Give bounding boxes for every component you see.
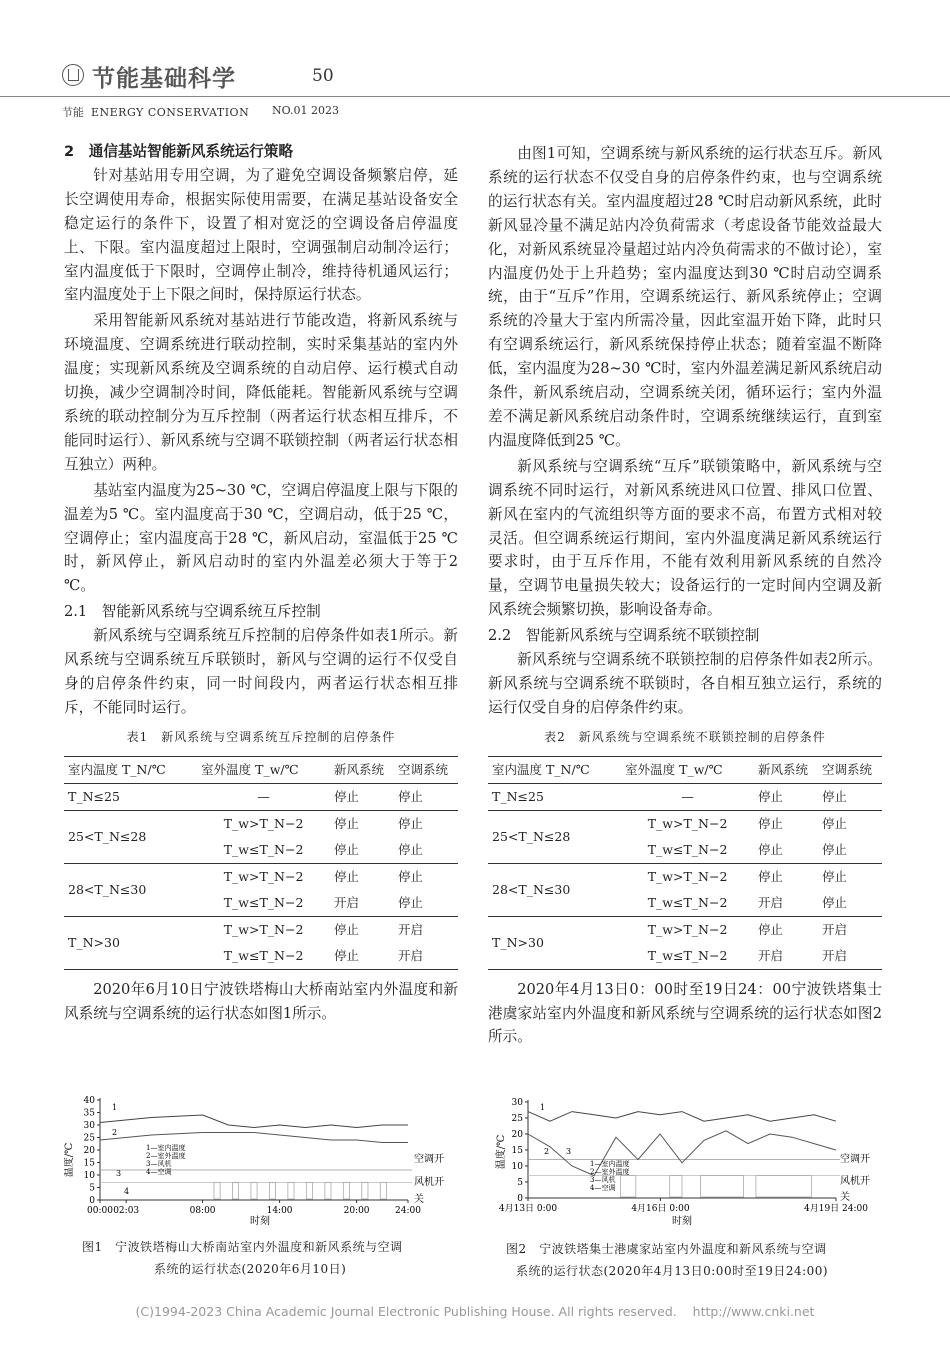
y-tick-label: 25 <box>83 1133 95 1144</box>
table-cell: 25<T_N≤28 <box>68 828 147 844</box>
paragraph: 新风系统与空调系统不联锁控制的启停条件如表2所示。新风系统与空调系统不联锁时，各自相互独立运行，系统的运行仅受自身的启停条件约束。 <box>488 651 882 716</box>
table-cell: T_w>T_N−2 <box>647 815 728 831</box>
y-axis-label: 温度/℃ <box>496 1134 507 1170</box>
table-cell: 停止 <box>334 841 360 857</box>
table-caption: 表2 新风系统与空调系统不联锁控制的启停条件 <box>544 729 826 744</box>
subsection-title: 2.1 智能新风系统与空调系统互斥控制 <box>64 603 321 621</box>
table-row <box>488 783 882 810</box>
fan-pulse <box>251 1183 257 1200</box>
paragraph: 针对基站用专用空调，为了避免空调设备频繁启停，延长空调使用寿命，根据实际使用需要，在满足基站设备安全稳定运行的条件下，设置了相对宽泛的空调设备启停温度上、下限。室内温度超过上限时，空调强制启动制冷运行；室内温度低于下限时，空调停止制冷，维持待机通风运行；室内温度处于上下限之间时，保持原运行状态。 <box>64 166 458 304</box>
table-row <box>488 916 882 943</box>
journal-logo-icon <box>62 64 84 86</box>
table-row <box>64 863 458 890</box>
series-indoor-temp <box>100 1115 408 1128</box>
curve-label: 2 <box>544 1147 550 1156</box>
x-tick-label: 4月19日 24:00 <box>804 1204 868 1214</box>
table-cell: 停止 <box>334 921 360 937</box>
label-fan-on: 风机开 <box>414 1177 444 1188</box>
y-tick-label: 15 <box>511 1146 523 1156</box>
series-outdoor-temp <box>528 1131 836 1176</box>
y-tick-label: 5 <box>89 1183 95 1194</box>
series-outdoor-temp <box>100 1133 408 1143</box>
y-tick-label: 35 <box>83 1108 95 1119</box>
table-cell: 停止 <box>398 868 424 884</box>
table-cell: 停止 <box>334 947 360 963</box>
table-cell: T_w>T_N−2 <box>223 815 304 831</box>
curve-label: 3 <box>566 1147 572 1156</box>
x-tick-label: 02:03 <box>113 1206 140 1216</box>
legend-entry: 4—空调 <box>146 1168 172 1176</box>
table-cell: 25<T_N≤28 <box>492 828 571 844</box>
y-tick-label: 0 <box>89 1196 95 1206</box>
table-cell: — <box>681 788 694 804</box>
figure-1-chart <box>64 1090 454 1230</box>
figure-1 <box>64 1090 454 1230</box>
table-cell: 停止 <box>398 815 424 831</box>
y-tick-label: 10 <box>83 1171 95 1181</box>
legend-entry: 3—风机 <box>146 1160 172 1168</box>
issue-number: NO.01 2023 <box>272 104 339 117</box>
table-cell: 停止 <box>822 788 848 804</box>
legend-entry: 1—室内温度 <box>146 1144 186 1152</box>
copyright-footer: (C)1994-2023 China Academic Journal Electronic Publishing House. All rights reserved. http://www.cnki.net <box>135 1304 815 1319</box>
y-tick-label: 20 <box>511 1130 523 1140</box>
x-tick-label: 00:00 <box>87 1206 113 1216</box>
journal-name: 节能 ENERGY CONSERVATION <box>62 106 250 119</box>
legend-entry: 3—风机 <box>590 1176 616 1184</box>
table-row <box>64 810 458 837</box>
fan-pulse <box>380 1183 386 1200</box>
table-cell: 停止 <box>822 841 848 857</box>
y-tick-label: 5 <box>517 1178 523 1188</box>
table-cell: 停止 <box>822 894 848 910</box>
y-tick-label: 15 <box>83 1158 95 1169</box>
fan-pulse <box>232 1183 238 1200</box>
label-fan-on: 风机开 <box>840 1176 870 1187</box>
table-cell: 停止 <box>822 815 848 831</box>
label-off: 关 <box>840 1192 850 1203</box>
table-cell: 28<T_N≤30 <box>68 881 147 897</box>
paragraph: 新风系统与空调系统“互斥”联锁策略中，新风系统与空调系统不同时运行，对新风系统进风口位置、排风口位置、新风在室内的气流组织等方面的要求不高，布置方式相对较灵活。但空调系统运行期间，室内外温度满足新风系统运行要求时，由于互斥作用，不能有效利用新风系统的自然冷量，空调节电量损失较大；设备运行的一定时间内空调及新风系统会频繁切换，影响设备寿命。 <box>488 457 882 619</box>
fan-pulse <box>306 1183 312 1200</box>
curve-label: 3 <box>116 1169 122 1178</box>
x-tick-label: 4月16日 0:00 <box>631 1204 690 1214</box>
table-cell: 停止 <box>398 788 424 804</box>
x-tick-label: 24:00 <box>395 1206 421 1216</box>
paragraph: 2020年4月13日0：00时至19日24：00宁波铁塔集士港虞家站室内外温度和新风系统与空调系统的运行状态如图2所示。 <box>488 980 882 1046</box>
table-row <box>488 810 882 837</box>
table-cell: 开启 <box>398 947 424 963</box>
table-header: 新风系统 <box>758 761 809 777</box>
table-cell: T_w>T_N−2 <box>223 868 304 884</box>
x-axis-label: 时刻 <box>672 1216 692 1227</box>
table-cell: 停止 <box>398 894 424 910</box>
table-cell: 停止 <box>758 868 784 884</box>
table-cell: — <box>257 788 270 804</box>
table-cell: 28<T_N≤30 <box>492 881 571 897</box>
table-cell: 停止 <box>334 815 360 831</box>
fan-pulse <box>214 1183 220 1200</box>
fan-pulse <box>288 1183 294 1200</box>
table-header: 空调系统 <box>398 761 449 777</box>
x-tick-label: 20:00 <box>343 1206 370 1216</box>
table-cell: 开启 <box>758 894 784 910</box>
section-title: 2 通信基站智能新风系统运行策略 <box>64 143 294 160</box>
fan-pulse <box>670 1176 682 1197</box>
series-indoor-temp <box>528 1112 836 1122</box>
y-tick-label: 25 <box>511 1114 523 1124</box>
curve-label: 1 <box>112 1103 118 1112</box>
table-row <box>64 916 458 943</box>
table-cell: T_w≤T_N−2 <box>223 841 304 857</box>
table-cell: T_w≤T_N−2 <box>647 894 728 910</box>
table-header: 室外温度 T_w/℃ <box>201 761 299 777</box>
left-column <box>64 140 458 1027</box>
subsection-title: 2.2 智能新风系统与空调系统不联锁控制 <box>488 627 760 645</box>
y-tick-label: 40 <box>83 1096 95 1106</box>
curve-label: 2 <box>112 1128 118 1137</box>
table-1 <box>64 756 458 970</box>
right-column <box>488 142 882 1051</box>
table-header: 室内温度 T_N/℃ <box>492 761 590 777</box>
table-cell: T_w>T_N−2 <box>647 921 728 937</box>
y-tick-label: 0 <box>517 1194 523 1204</box>
table-cell: 开启 <box>758 947 784 963</box>
table-header: 室内温度 T_N/℃ <box>68 761 166 777</box>
figure-2-caption: 图2 宁波铁塔集士港虞家站室内外温度和新风系统与空调 系统的运行状态(2020年4月13日0:00时至19日24:00) <box>506 1242 829 1278</box>
curve-label: 4 <box>124 1187 130 1196</box>
fan-pulse <box>325 1183 331 1200</box>
table-cell: 停止 <box>758 815 784 831</box>
fan-pulse <box>756 1176 811 1197</box>
header-divider <box>0 96 950 97</box>
y-tick-label: 30 <box>511 1098 523 1108</box>
fan-pulse <box>343 1183 349 1200</box>
y-tick-label: 30 <box>83 1121 95 1131</box>
figure-2-chart <box>492 1092 882 1232</box>
table-2 <box>488 756 882 970</box>
table-cell: T_w≤T_N−2 <box>223 947 304 963</box>
table-cell: 开启 <box>822 921 848 937</box>
table-cell: T_w>T_N−2 <box>223 921 304 937</box>
y-tick-label: 20 <box>83 1146 95 1156</box>
table-cell: T_w>T_N−2 <box>647 868 728 884</box>
legend-entry: 4—空调 <box>590 1184 616 1192</box>
journal-section-title: 节能基础科学 <box>92 66 236 92</box>
table-cell: T_N>30 <box>68 934 120 950</box>
legend-entry: 2—室外温度 <box>146 1152 186 1160</box>
x-tick-label: 4月13日 0:00 <box>498 1204 558 1214</box>
page-number: 50 <box>312 66 334 86</box>
paragraph: 由图1可知，空调系统与新风系统的运行状态互斥。新风系统的运行状态不仅受自身的启停条件约束，也与空调系统的运行状态有关。室内温度超过28 ℃时启动新风系统，此时新风显冷量不满足站内冷负荷需求（考虑设备节能效益最大化，对新风系统显冷量超过站内冷负荷需求的不做讨论），室内温度仍处于上升趋势；室内温度达到30 ℃时启动空调系统，由于“互斥”作用，空调系统运行、新风系统停止；空调系统的冷量大于室内所需冷量，因此室温开始下降，此时只有空调系统运行，新风系统保持停止状态；随着室温不断降低，室内温度为28~30 ℃时，室内外温差满足新风系统启动条件，新风系统启动，空调系统关闭，循环运行；室内外温差不满足新风系统启动条件时，空调系统继续运行，直到室内温度降低到25 ℃。 <box>488 145 882 449</box>
table-cell: 停止 <box>334 788 360 804</box>
figure-1-caption: 图1 宁波铁塔梅山大桥南站室内外温度和新风系统与空调 系统的运行状态(2020年6月10日) <box>82 1240 403 1276</box>
table-cell: 开启 <box>334 894 360 910</box>
fan-pulse <box>620 1176 635 1197</box>
table-row <box>64 783 458 810</box>
table-cell: 停止 <box>758 921 784 937</box>
legend-entry: 1—室内温度 <box>590 1160 630 1168</box>
paragraph: 采用智能新风系统对基站进行节能改造，将新风系统与环境温度、空调系统进行联动控制，实时采集基站的室内外温度；实现新风系统及空调系统的自动启停、运行模式自动切换，减少空调制冷时间，降低能耗。智能新风系统与空调系统的联动控制分为互斥控制（两者运行状态相互排斥，不能同时运行）、新风系统与空调不联锁控制（两者运行状态相互独立）两种。 <box>64 312 458 473</box>
curve-label: 1 <box>540 1103 546 1112</box>
table-cell: T_w≤T_N−2 <box>647 841 728 857</box>
table-header: 空调系统 <box>822 761 873 777</box>
x-axis-label: 时刻 <box>250 1216 270 1227</box>
label-ac-on: 空调开 <box>414 1154 444 1165</box>
fan-pulse <box>269 1183 275 1200</box>
x-tick-label: 08:00 <box>189 1206 216 1216</box>
table-cell: T_N≤25 <box>68 788 120 804</box>
paragraph: 基站室内温度为25~30 ℃，空调启停温度上限与下限的温差为5 ℃。室内温度高于30 ℃，空调启动，低于25 ℃，空调停止；室内温度高于28 ℃，新风启动，室温低于25 ℃时，新风停止，新风启动时的室内外温差必须大于等于2 ℃。 <box>64 481 458 595</box>
legend-entry: 2—室外温度 <box>590 1168 630 1176</box>
table-cell: 停止 <box>398 841 424 857</box>
label-ac-on: 空调开 <box>840 1154 870 1165</box>
table-cell: T_w≤T_N−2 <box>647 947 728 963</box>
fan-pulse <box>700 1176 743 1197</box>
table-header: 室外温度 T_w/℃ <box>625 761 723 777</box>
table-cell: T_N≤25 <box>492 788 544 804</box>
table-cell: 开启 <box>398 921 424 937</box>
figure-2 <box>492 1092 882 1232</box>
table-cell: 停止 <box>822 868 848 884</box>
x-tick-label: 14:00 <box>266 1206 293 1216</box>
table-cell: 停止 <box>334 868 360 884</box>
table-cell: 开启 <box>822 947 848 963</box>
table-row <box>488 863 882 890</box>
table-header: 新风系统 <box>334 761 385 777</box>
y-tick-label: 10 <box>511 1162 523 1172</box>
fan-pulse <box>362 1183 368 1200</box>
table-cell: 停止 <box>758 841 784 857</box>
table-cell: T_N>30 <box>492 934 544 950</box>
y-axis-label: 温度/℃ <box>64 1142 75 1178</box>
table-cell: T_w≤T_N−2 <box>223 894 304 910</box>
table-caption: 表1 新风系统与空调系统互斥控制的启停条件 <box>126 729 396 744</box>
paragraph: 新风系统与空调系统互斥控制的启停条件如表1所示。新风系统与空调系统互斥联锁时，新风与空调的运行不仅受自身的启停条件约束，同一时间段内，两者运行状态相互排斥，不能同时运行。 <box>64 627 458 716</box>
table-cell: 停止 <box>758 788 784 804</box>
paragraph: 2020年6月10日宁波铁塔梅山大桥南站室内外温度和新风系统与空调系统的运行状态如图1所示。 <box>64 980 458 1022</box>
label-off: 关 <box>414 1194 424 1205</box>
